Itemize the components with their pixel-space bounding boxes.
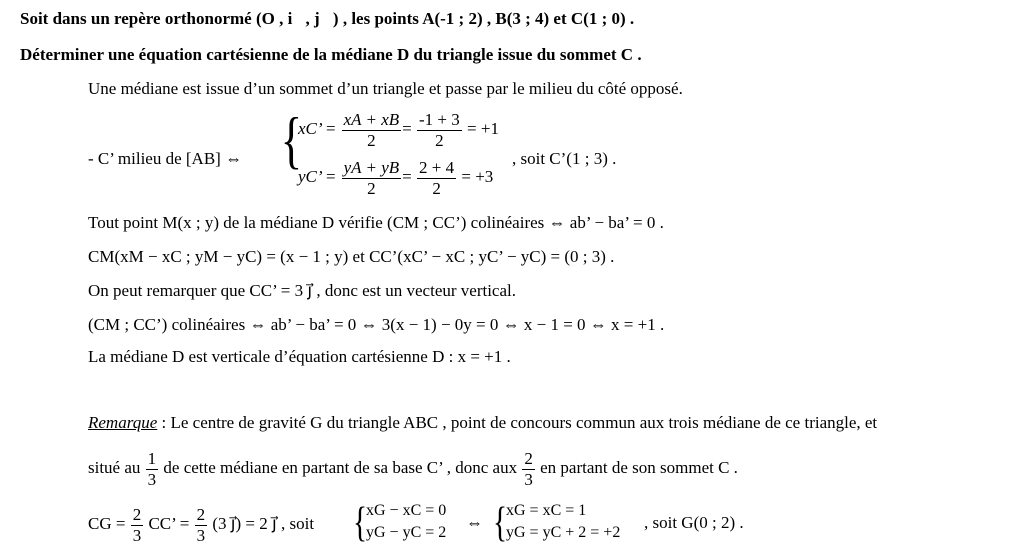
- xc-left: xC’ =: [298, 119, 337, 138]
- xc-frac2-num: -1 + 3: [419, 109, 460, 129]
- one-third-den: 3: [147, 469, 157, 489]
- yc-result: = +3: [461, 167, 494, 186]
- situe-end: en partant de son sommet C .: [540, 458, 738, 477]
- situe-a: situé au: [88, 458, 141, 477]
- cg-fraction-2: [195, 505, 208, 546]
- equiv-symbol: ⇔: [466, 513, 483, 532]
- cg-start: CG =: [88, 514, 126, 533]
- cg-end: , soit G(0 ; 2) .: [644, 513, 744, 532]
- xc-result: = +1: [467, 119, 499, 138]
- remarque-paragraph: [88, 412, 877, 434]
- xc-fraction-1: [342, 110, 402, 151]
- one-third-num: 1: [147, 448, 157, 468]
- milieu-label: - C’ milieu de [AB] ⇔: [88, 149, 243, 168]
- yc-frac2-num: 2 + 4: [419, 157, 455, 177]
- system1-brace: {: [353, 500, 368, 546]
- yc-frac1-den: 2: [367, 178, 376, 198]
- vectors-line: CM(xM − xC ; yM − yC) = (x − 1 ; y) et CC’(xC’ − xC ; yC’ − yC) = (0 ; 3) .: [88, 247, 615, 266]
- yc-frac2-den: 2: [432, 178, 441, 198]
- system2-line1: xG = xC = 1: [506, 502, 587, 519]
- xc-equation: xC’ = $\frac{xA + xB}{2}$ = $\frac{-1 + 3}{2}$ = +1: [298, 109, 499, 150]
- cg-frac2-num: 2: [196, 504, 206, 524]
- cg-mid2: (3 j⃗) = 2 j⃗ , soit: [212, 514, 315, 533]
- two-thirds-num: 2: [524, 448, 533, 468]
- cg-frac1-den: 3: [132, 525, 142, 545]
- yc-equation: yC’ = $\frac{yA + yB}{2}$ = $\frac{2 + 4}{2}$ = +3: [298, 157, 494, 198]
- remarque-text: : Le centre de gravité G du triangle ABC , point de concours commun aux trois médiane de ce triangle, et: [157, 413, 878, 432]
- system1-line1: xG − xC = 0: [366, 502, 447, 519]
- exercise-statement-line1: Soit dans un repère orthonormé (O , i⃗, j⃗) , les points A(-1 ; 2) , B(3 ; 4) et C(1 ; 0) .: [20, 9, 635, 28]
- exercise-statement-line2: Déterminer une équation cartésienne de la médiane D du triangle issue du sommet C .: [20, 45, 642, 64]
- tout-point-line: Tout point M(x ; y) de la médiane D vérifie (CM ; CC’) colinéaires ⇔ ab’ − ba’ = 0 .: [88, 213, 664, 232]
- intro-text: Une médiane est issue d’un sommet d’un triangle et passe par le milieu du côté opposé.: [88, 79, 683, 98]
- cg-line: [88, 504, 314, 546]
- yc-fraction-1: [342, 158, 402, 199]
- remarquer-line: On peut remarquer que CC’ = 3 j⃗ , donc est un vecteur vertical.: [88, 281, 516, 300]
- situe-line: [88, 448, 738, 490]
- cg-frac2-den: 3: [196, 525, 206, 545]
- system2-brace: {: [493, 500, 508, 546]
- yc-fraction-2: [417, 158, 456, 199]
- xc-frac2-den: 2: [435, 130, 444, 150]
- system-brace: {: [280, 104, 303, 175]
- cg-fraction-1: [131, 505, 144, 546]
- colineaires-line: (CM ; CC’) colinéaires ⇔ ab’ − ba’ = 0 ⇔ 3(x − 1) − 0y = 0 ⇔ x − 1 = 0 ⇔ x = +1 .: [88, 315, 665, 334]
- xc-frac1-den: 2: [367, 130, 376, 150]
- remarque-label: Remarque: [88, 413, 158, 432]
- xc-fraction-2: [417, 110, 462, 151]
- system2-line2: yG = yC + 2 = +2: [506, 524, 621, 541]
- fraction-two-thirds: [522, 449, 535, 490]
- fraction-one-third: [146, 449, 159, 490]
- xc-frac1-num: xA + xB: [343, 109, 400, 129]
- cg-mid: CC’ =: [148, 514, 190, 533]
- milieu-result: , soit C’(1 ; 3) .: [512, 149, 617, 168]
- cg-frac1-num: 2: [132, 504, 142, 524]
- yc-left: yC’ =: [298, 167, 337, 186]
- yc-frac1-num: yA + yB: [343, 157, 400, 177]
- situe-mid: de cette médiane en partant de sa base C’ , donc aux: [163, 458, 518, 477]
- system1-line2: yG − yC = 2: [366, 524, 447, 541]
- two-thirds-den: 3: [524, 469, 533, 489]
- conclusion-line: La médiane D est verticale d’équation cartésienne D : x = +1 .: [88, 347, 511, 366]
